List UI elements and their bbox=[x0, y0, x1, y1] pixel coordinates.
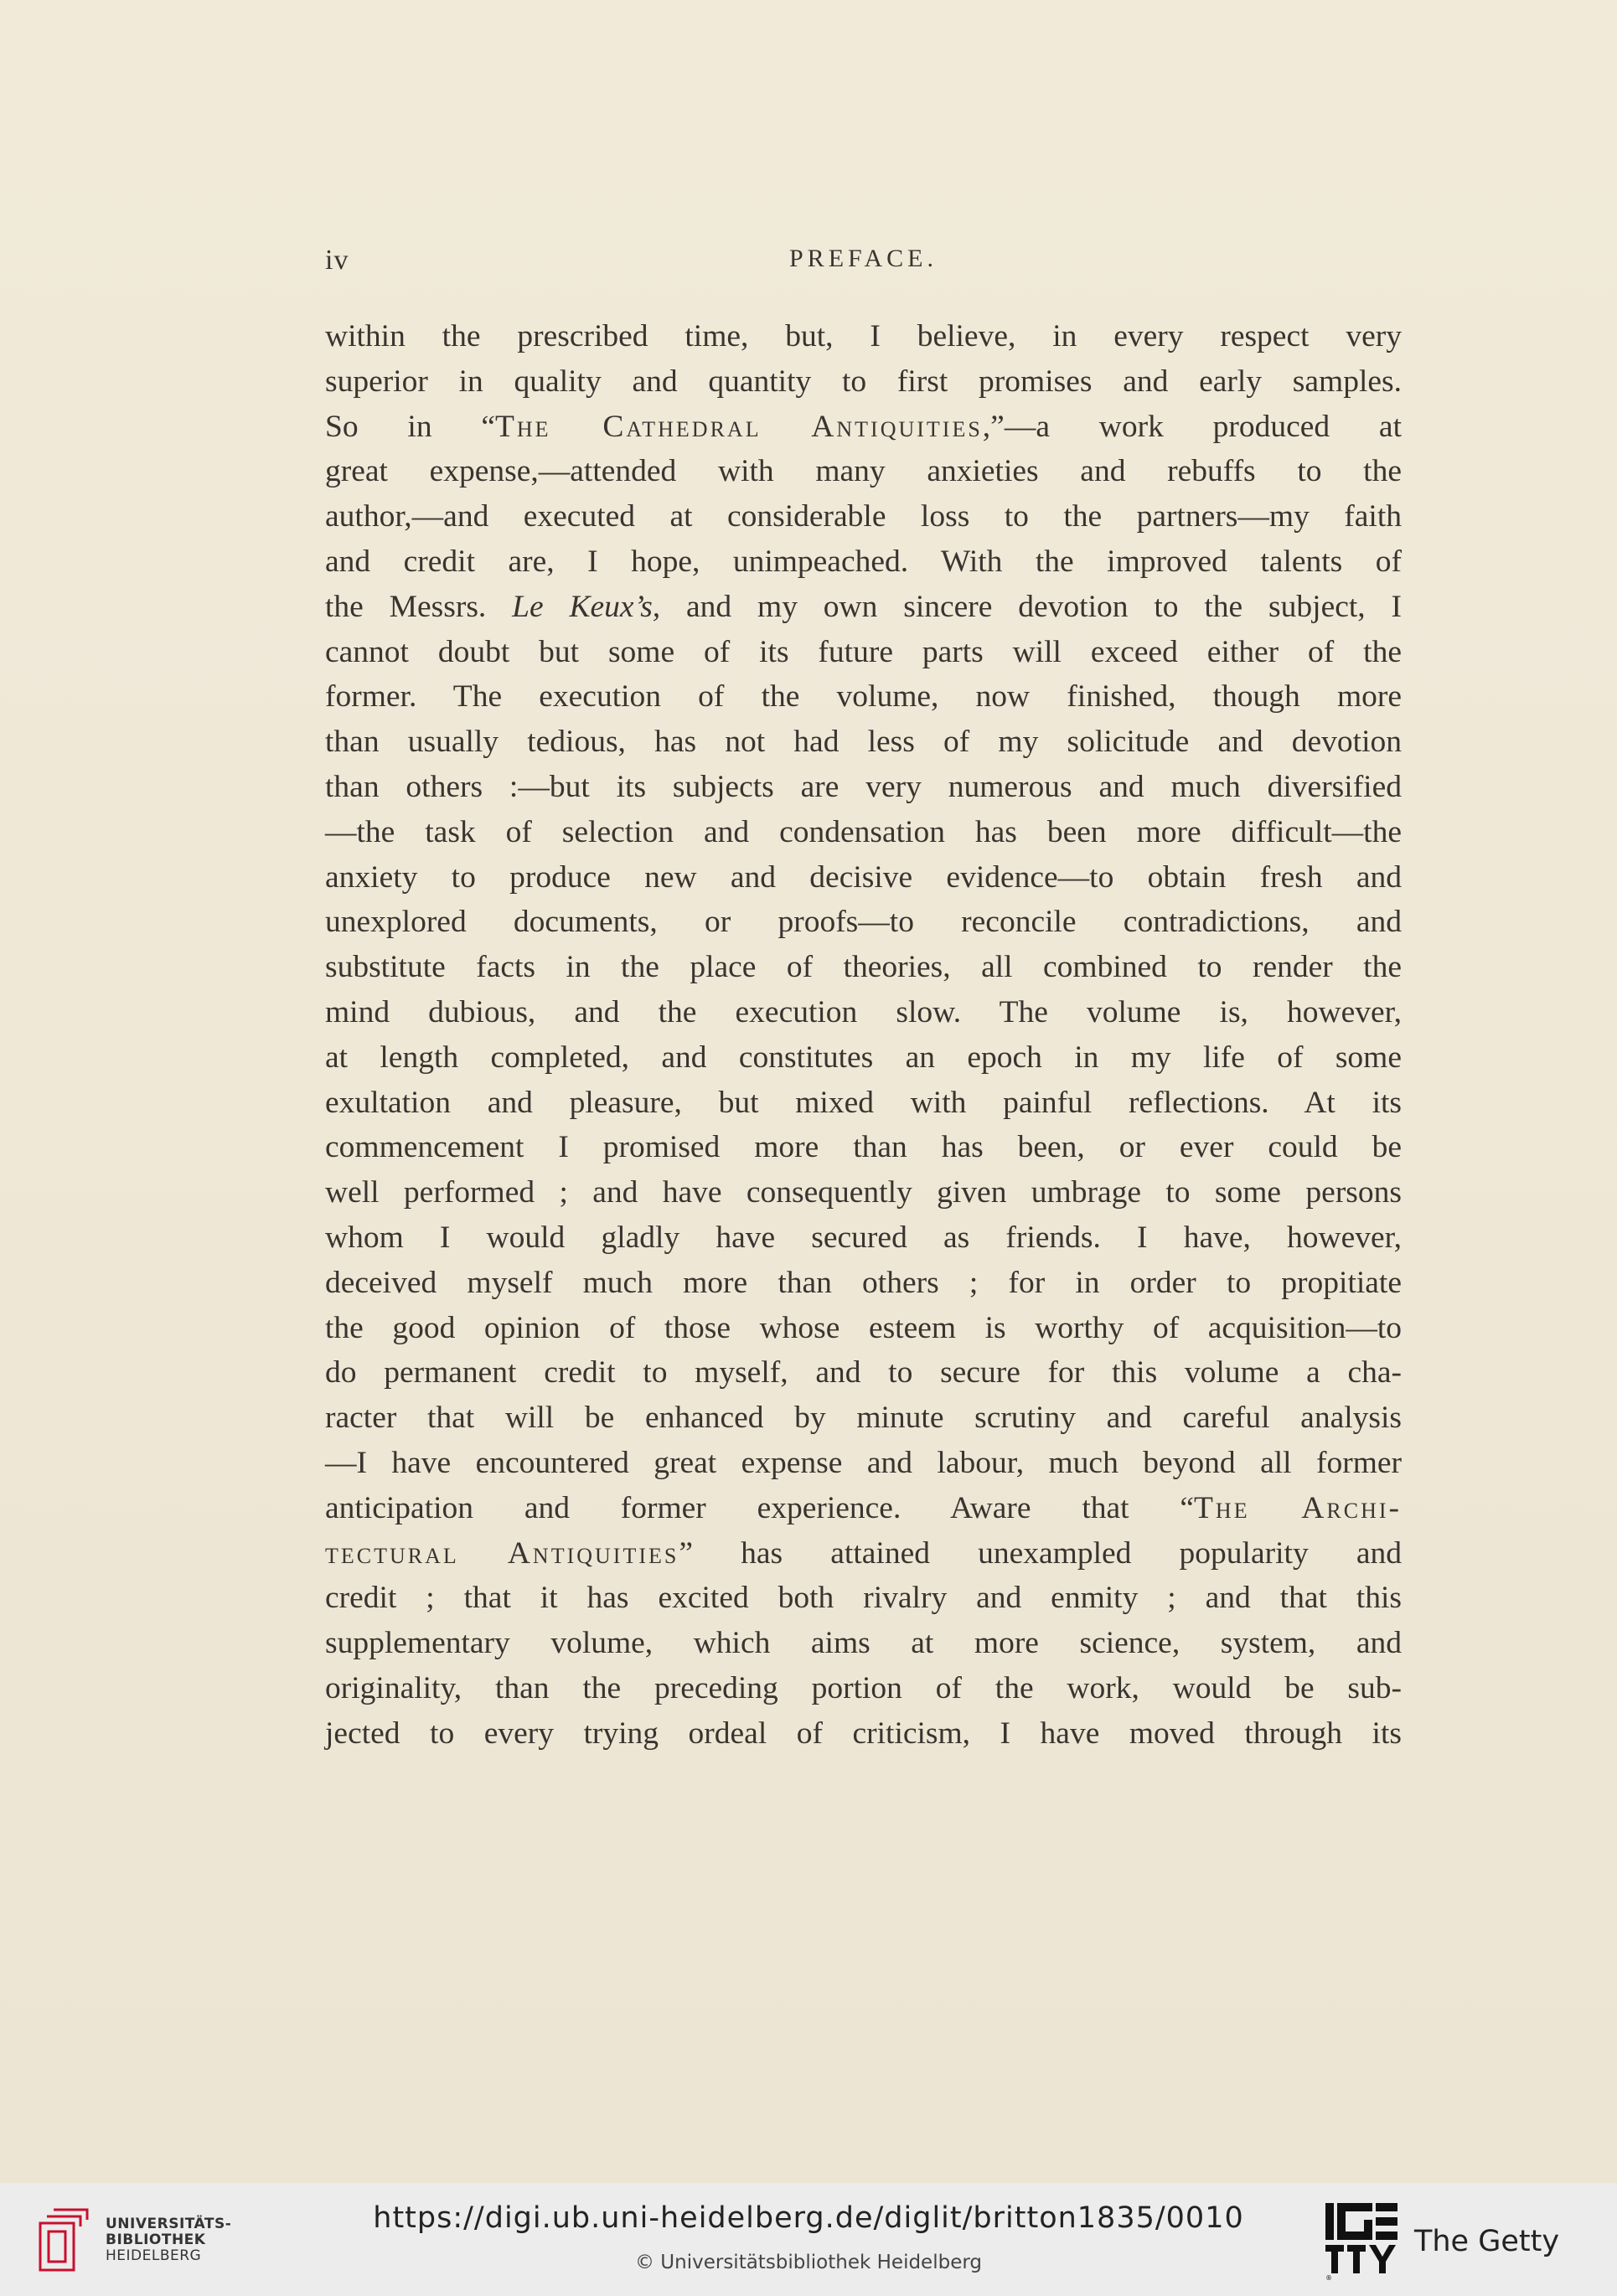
text-segment: mind dubious, and the execution slow. The volume is, however, bbox=[325, 994, 1402, 1029]
permalink-url[interactable]: https://digi.ub.uni-heidelberg.de/diglit/britton1835/0010 bbox=[373, 2201, 1244, 2235]
copyright-notice: © Universitätsbibliothek Heidelberg bbox=[634, 2252, 982, 2273]
text-line bbox=[325, 1531, 1402, 1576]
text-segment: exultation and pleasure, but mixed with painful reflections. At its bbox=[325, 1085, 1402, 1120]
text-segment: jected to every trying ordeal of criticism, I have moved through its bbox=[325, 1716, 1402, 1751]
getty-label: The Getty bbox=[1414, 2225, 1560, 2258]
text-line bbox=[325, 1125, 1402, 1170]
text-segment: superior in quality and quantity to first promises and early samples. bbox=[325, 364, 1402, 399]
text-line bbox=[325, 1306, 1402, 1351]
text-segment: unexplored documents, or proofs—to reconcile contradictions, and bbox=[325, 905, 1402, 940]
text-line bbox=[325, 1621, 1402, 1666]
text-segment: commencement I promised more than has been, or ever could be bbox=[325, 1130, 1402, 1165]
library-logo-line2: BIBLIOTHEK bbox=[106, 2232, 206, 2248]
page-number: iv bbox=[325, 245, 349, 276]
text-line bbox=[325, 1261, 1402, 1306]
text-segment: ,”—a work produced at bbox=[982, 409, 1402, 444]
library-logo-line3: HEIDELBERG bbox=[106, 2247, 202, 2264]
text-segment: —the task of selection and condensation has been more difficult—the bbox=[325, 814, 1402, 849]
text-line bbox=[325, 1396, 1402, 1441]
getty-logo-icon bbox=[1324, 2201, 1399, 2281]
text-line bbox=[325, 1711, 1402, 1757]
text-segment: and my own sincere devotion to the subject, I bbox=[660, 589, 1402, 624]
text-line bbox=[325, 359, 1402, 405]
text-segment: So in “ bbox=[325, 409, 495, 444]
text-segment: supplementary volume, which aims at more science, system, and bbox=[325, 1626, 1402, 1661]
text-segment: former. The execution of the volume, now finished, though more bbox=[325, 679, 1402, 715]
text-segment: author,—and executed at considerable loss to the partners—my faith bbox=[325, 499, 1402, 534]
text-line bbox=[325, 900, 1402, 945]
text-segment: ” has attained unexampled popularity and bbox=[679, 1535, 1402, 1571]
text-line bbox=[325, 720, 1402, 765]
text-segment: whom I would gladly have secured as friends. I have, however, bbox=[325, 1220, 1402, 1255]
text-segment: the Messrs. bbox=[325, 589, 513, 624]
text-segment: credit ; that it has excited both rivalry and enmity ; and that this bbox=[325, 1581, 1402, 1616]
text-line bbox=[325, 405, 1402, 450]
text-line bbox=[325, 765, 1402, 810]
text-segment: the good opinion of those whose esteem is worthy of acquisition—to bbox=[325, 1310, 1402, 1345]
text-line bbox=[325, 1215, 1402, 1261]
text-line bbox=[325, 630, 1402, 675]
text-segment: tectural Antiquities bbox=[325, 1535, 679, 1571]
text-segment: cannot doubt but some of its future parts will exceed either of the bbox=[325, 634, 1402, 669]
running-title: PREFACE. bbox=[789, 245, 938, 272]
text-segment: —I have encountered great expense and labour, much beyond all former bbox=[325, 1445, 1402, 1480]
text-line bbox=[325, 990, 1402, 1035]
getty-logo[interactable] bbox=[1324, 2201, 1592, 2281]
registered-mark: ® bbox=[1325, 2274, 1332, 2281]
text-segment: anticipation and former experience. Aware that “ bbox=[325, 1490, 1195, 1525]
text-line bbox=[325, 945, 1402, 990]
text-line bbox=[325, 810, 1402, 855]
text-segment: deceived myself much more than others ; for in order to propitiate bbox=[325, 1265, 1402, 1300]
text-line bbox=[325, 494, 1402, 539]
library-logo-line1: UNIVERSITÄTS- bbox=[106, 2216, 232, 2232]
digitization-footer bbox=[0, 2183, 1617, 2296]
text-line bbox=[325, 314, 1402, 359]
text-segment: and credit are, I hope, unimpeached. With the improved talents of bbox=[325, 544, 1402, 579]
text-line bbox=[325, 1081, 1402, 1126]
text-segment: anxiety to produce new and decisive evidence—to obtain fresh and bbox=[325, 859, 1402, 895]
text-line bbox=[325, 539, 1402, 585]
text-segment: within the prescribed time, but, I believe, in every respect very bbox=[325, 319, 1402, 353]
text-line bbox=[325, 1666, 1402, 1711]
text-line bbox=[325, 1350, 1402, 1396]
text-line bbox=[325, 855, 1402, 900]
text-segment: racter that will be enhanced by minute scrutiny and careful analysis bbox=[325, 1401, 1402, 1436]
text-line bbox=[325, 1170, 1402, 1215]
text-segment: than others :—but its subjects are very numerous and much diversified bbox=[325, 769, 1402, 804]
preface-text bbox=[325, 314, 1402, 1757]
text-segment: at length completed, and constitutes an epoch in my life of some bbox=[325, 1040, 1402, 1075]
text-line bbox=[325, 674, 1402, 720]
text-line bbox=[325, 449, 1402, 494]
text-segment: well performed ; and have consequently given umbrage to some persons bbox=[325, 1175, 1402, 1210]
text-segment: substitute facts in the place of theories, all combined to render the bbox=[325, 950, 1402, 985]
text-line bbox=[325, 585, 1402, 630]
text-line bbox=[325, 1576, 1402, 1621]
text-line bbox=[325, 1441, 1402, 1486]
text-segment: do permanent credit to myself, and to secure for this volume a cha- bbox=[325, 1355, 1402, 1390]
running-head bbox=[325, 245, 1402, 278]
text-line bbox=[325, 1486, 1402, 1531]
text-segment: than usually tedious, has not had less of my solicitude and devotion bbox=[325, 725, 1402, 760]
text-segment: originality, than the preceding portion of the work, would be sub- bbox=[325, 1670, 1402, 1705]
text-line bbox=[325, 1035, 1402, 1081]
text-segment: The Cathedral Antiquities bbox=[495, 409, 983, 444]
text-segment: great expense,—attended with many anxieties and rebuffs to the bbox=[325, 454, 1402, 489]
text-segment: The Archi- bbox=[1194, 1490, 1402, 1525]
text-segment: Le Keux’s, bbox=[512, 589, 661, 624]
